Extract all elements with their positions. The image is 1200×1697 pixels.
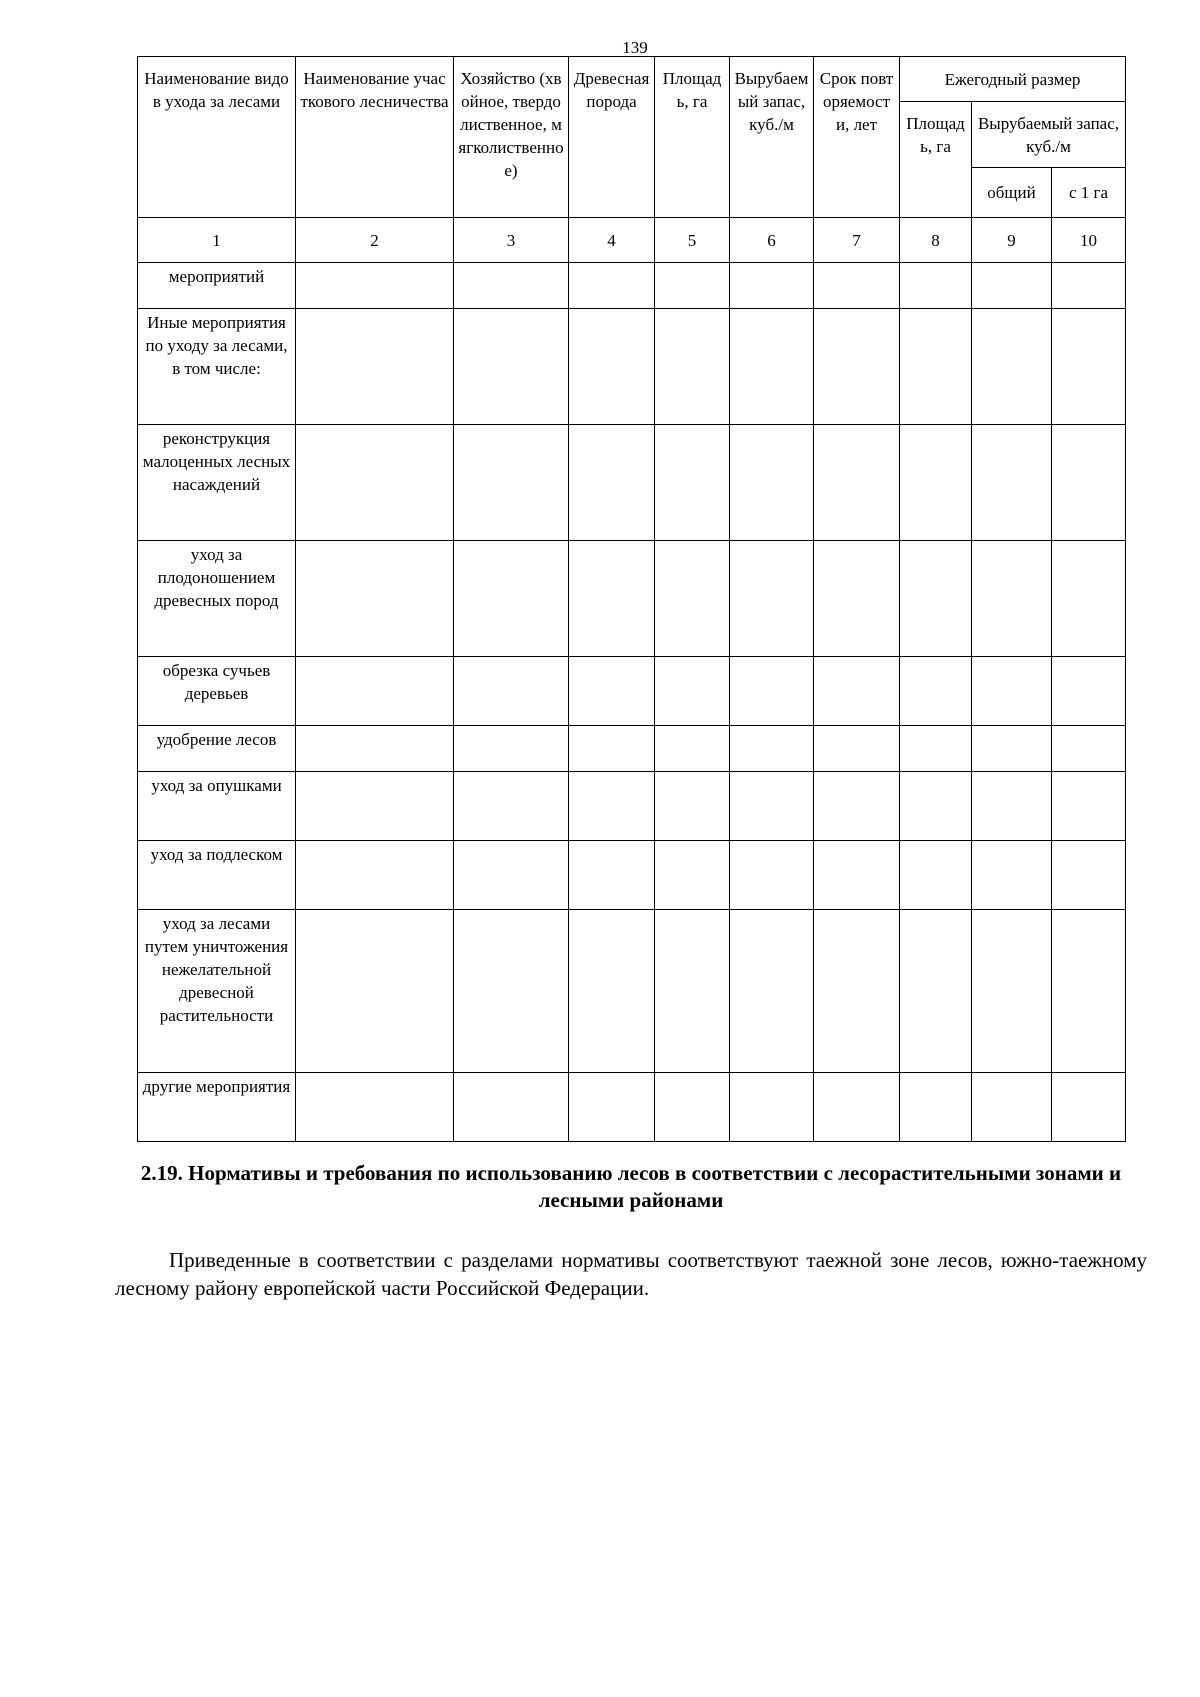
empty-cell <box>900 309 972 425</box>
empty-cell <box>730 263 814 309</box>
empty-cell <box>1052 263 1126 309</box>
empty-cell <box>655 309 730 425</box>
empty-cell <box>1052 726 1126 772</box>
empty-cell <box>730 425 814 541</box>
page-number: 139 <box>622 38 648 57</box>
empty-cell <box>655 772 730 841</box>
column-number: 10 <box>1052 218 1126 263</box>
empty-cell <box>454 910 569 1073</box>
empty-cell <box>296 425 454 541</box>
empty-cell <box>1052 541 1126 657</box>
empty-cell <box>900 657 972 726</box>
empty-cell <box>454 425 569 541</box>
column-number: 1 <box>138 218 296 263</box>
empty-cell <box>972 910 1052 1073</box>
empty-cell <box>730 541 814 657</box>
empty-cell <box>730 309 814 425</box>
column-number: 7 <box>814 218 900 263</box>
empty-cell <box>655 657 730 726</box>
empty-cell <box>655 263 730 309</box>
header-volume-group: Вырубаемый запас, куб./м <box>972 102 1126 168</box>
header-col8: Площадь, га <box>900 102 972 218</box>
table-row <box>138 541 1126 657</box>
table-row <box>138 910 1126 1073</box>
column-number: 2 <box>296 218 454 263</box>
empty-cell <box>569 772 655 841</box>
header-col5: Площадь, га <box>655 57 730 218</box>
empty-cell <box>900 910 972 1073</box>
empty-cell <box>730 1073 814 1142</box>
empty-cell <box>814 263 900 309</box>
empty-cell <box>454 726 569 772</box>
column-number: 3 <box>454 218 569 263</box>
empty-cell <box>814 425 900 541</box>
column-number: 9 <box>972 218 1052 263</box>
row-label: реконструкция малоценных лесных насаждений <box>138 425 296 541</box>
empty-cell <box>655 425 730 541</box>
empty-cell <box>296 910 454 1073</box>
row-label: Иные мероприятия по уходу за лесами, в том числе: <box>138 309 296 425</box>
empty-cell <box>972 541 1052 657</box>
row-label: обрезка сучьев деревьев <box>138 657 296 726</box>
header-col4: Древесная порода <box>569 57 655 218</box>
empty-cell <box>454 263 569 309</box>
empty-cell <box>730 772 814 841</box>
empty-cell <box>296 263 454 309</box>
row-label: уход за лесами путем уничтожения нежелательной древесной растительности <box>138 910 296 1073</box>
column-number: 8 <box>900 218 972 263</box>
empty-cell <box>900 726 972 772</box>
column-number: 5 <box>655 218 730 263</box>
empty-cell <box>814 1073 900 1142</box>
empty-cell <box>569 263 655 309</box>
empty-cell <box>730 910 814 1073</box>
table-row <box>138 772 1126 841</box>
header-col3: Хозяйство (хвойное, твердолиственное, мягколиственное) <box>454 57 569 218</box>
empty-cell <box>296 841 454 910</box>
table-row <box>138 726 1126 772</box>
empty-cell <box>655 910 730 1073</box>
table-row <box>138 841 1126 910</box>
empty-cell <box>454 657 569 726</box>
table-row <box>138 1073 1126 1142</box>
section-title: 2.19. Нормативы и требования по использованию лесов в соответствии с лесорастительными зонами и лесными районами <box>140 1161 1122 1212</box>
empty-cell <box>900 1073 972 1142</box>
empty-cell <box>569 541 655 657</box>
empty-cell <box>1052 772 1126 841</box>
table-row <box>138 657 1126 726</box>
header-col6: Вырубаемый запас, куб./м <box>730 57 814 218</box>
empty-cell <box>900 263 972 309</box>
empty-cell <box>900 772 972 841</box>
empty-cell <box>972 841 1052 910</box>
header-col7: Срок повторяемости, лет <box>814 57 900 218</box>
table-row <box>138 263 1126 309</box>
table-row <box>138 425 1126 541</box>
empty-cell <box>296 1073 454 1142</box>
empty-cell <box>900 425 972 541</box>
empty-cell <box>972 657 1052 726</box>
empty-cell <box>655 541 730 657</box>
forest-care-table <box>137 56 1126 1142</box>
empty-cell <box>655 726 730 772</box>
empty-cell <box>296 772 454 841</box>
header-annual-group: Ежегодный размер <box>900 57 1126 102</box>
table-row <box>138 309 1126 425</box>
empty-cell <box>1052 425 1126 541</box>
empty-cell <box>814 772 900 841</box>
empty-cell <box>296 726 454 772</box>
header-col2: Наименование участкового лесничества <box>296 57 454 218</box>
empty-cell <box>814 841 900 910</box>
header-col10: с 1 га <box>1052 168 1126 218</box>
empty-cell <box>296 657 454 726</box>
empty-cell <box>655 841 730 910</box>
row-label: мероприятий <box>138 263 296 309</box>
empty-cell <box>454 772 569 841</box>
empty-cell <box>1052 309 1126 425</box>
empty-cell <box>972 425 1052 541</box>
header-col1: Наименование видов ухода за лесами <box>138 57 296 218</box>
empty-cell <box>569 657 655 726</box>
empty-cell <box>569 910 655 1073</box>
empty-cell <box>814 309 900 425</box>
header-col9: общий <box>972 168 1052 218</box>
row-label: уход за плодоношением древесных пород <box>138 541 296 657</box>
empty-cell <box>972 263 1052 309</box>
empty-cell <box>730 726 814 772</box>
empty-cell <box>569 726 655 772</box>
empty-cell <box>730 841 814 910</box>
empty-cell <box>569 425 655 541</box>
empty-cell <box>972 726 1052 772</box>
empty-cell <box>814 726 900 772</box>
empty-cell <box>454 309 569 425</box>
empty-cell <box>655 1073 730 1142</box>
column-number: 4 <box>569 218 655 263</box>
empty-cell <box>454 541 569 657</box>
empty-cell <box>900 841 972 910</box>
empty-cell <box>454 1073 569 1142</box>
empty-cell <box>296 309 454 425</box>
section-paragraph: Приведенные в соответствии с разделами нормативы соответствуют таежной зоне лесов, южно-таежному лесному району европейской части Российской Федерации. <box>115 1248 1147 1300</box>
empty-cell <box>569 841 655 910</box>
empty-cell <box>1052 1073 1126 1142</box>
row-label: уход за подлеском <box>138 841 296 910</box>
empty-cell <box>1052 841 1126 910</box>
row-label: уход за опушками <box>138 772 296 841</box>
row-label: другие мероприятия <box>138 1073 296 1142</box>
empty-cell <box>569 1073 655 1142</box>
empty-cell <box>296 541 454 657</box>
empty-cell <box>814 541 900 657</box>
empty-cell <box>454 841 569 910</box>
row-label: удобрение лесов <box>138 726 296 772</box>
empty-cell <box>1052 910 1126 1073</box>
empty-cell <box>814 657 900 726</box>
empty-cell <box>814 910 900 1073</box>
empty-cell <box>569 309 655 425</box>
empty-cell <box>900 541 972 657</box>
empty-cell <box>972 772 1052 841</box>
empty-cell <box>972 309 1052 425</box>
empty-cell <box>730 657 814 726</box>
empty-cell <box>1052 657 1126 726</box>
empty-cell <box>972 1073 1052 1142</box>
column-number: 6 <box>730 218 814 263</box>
